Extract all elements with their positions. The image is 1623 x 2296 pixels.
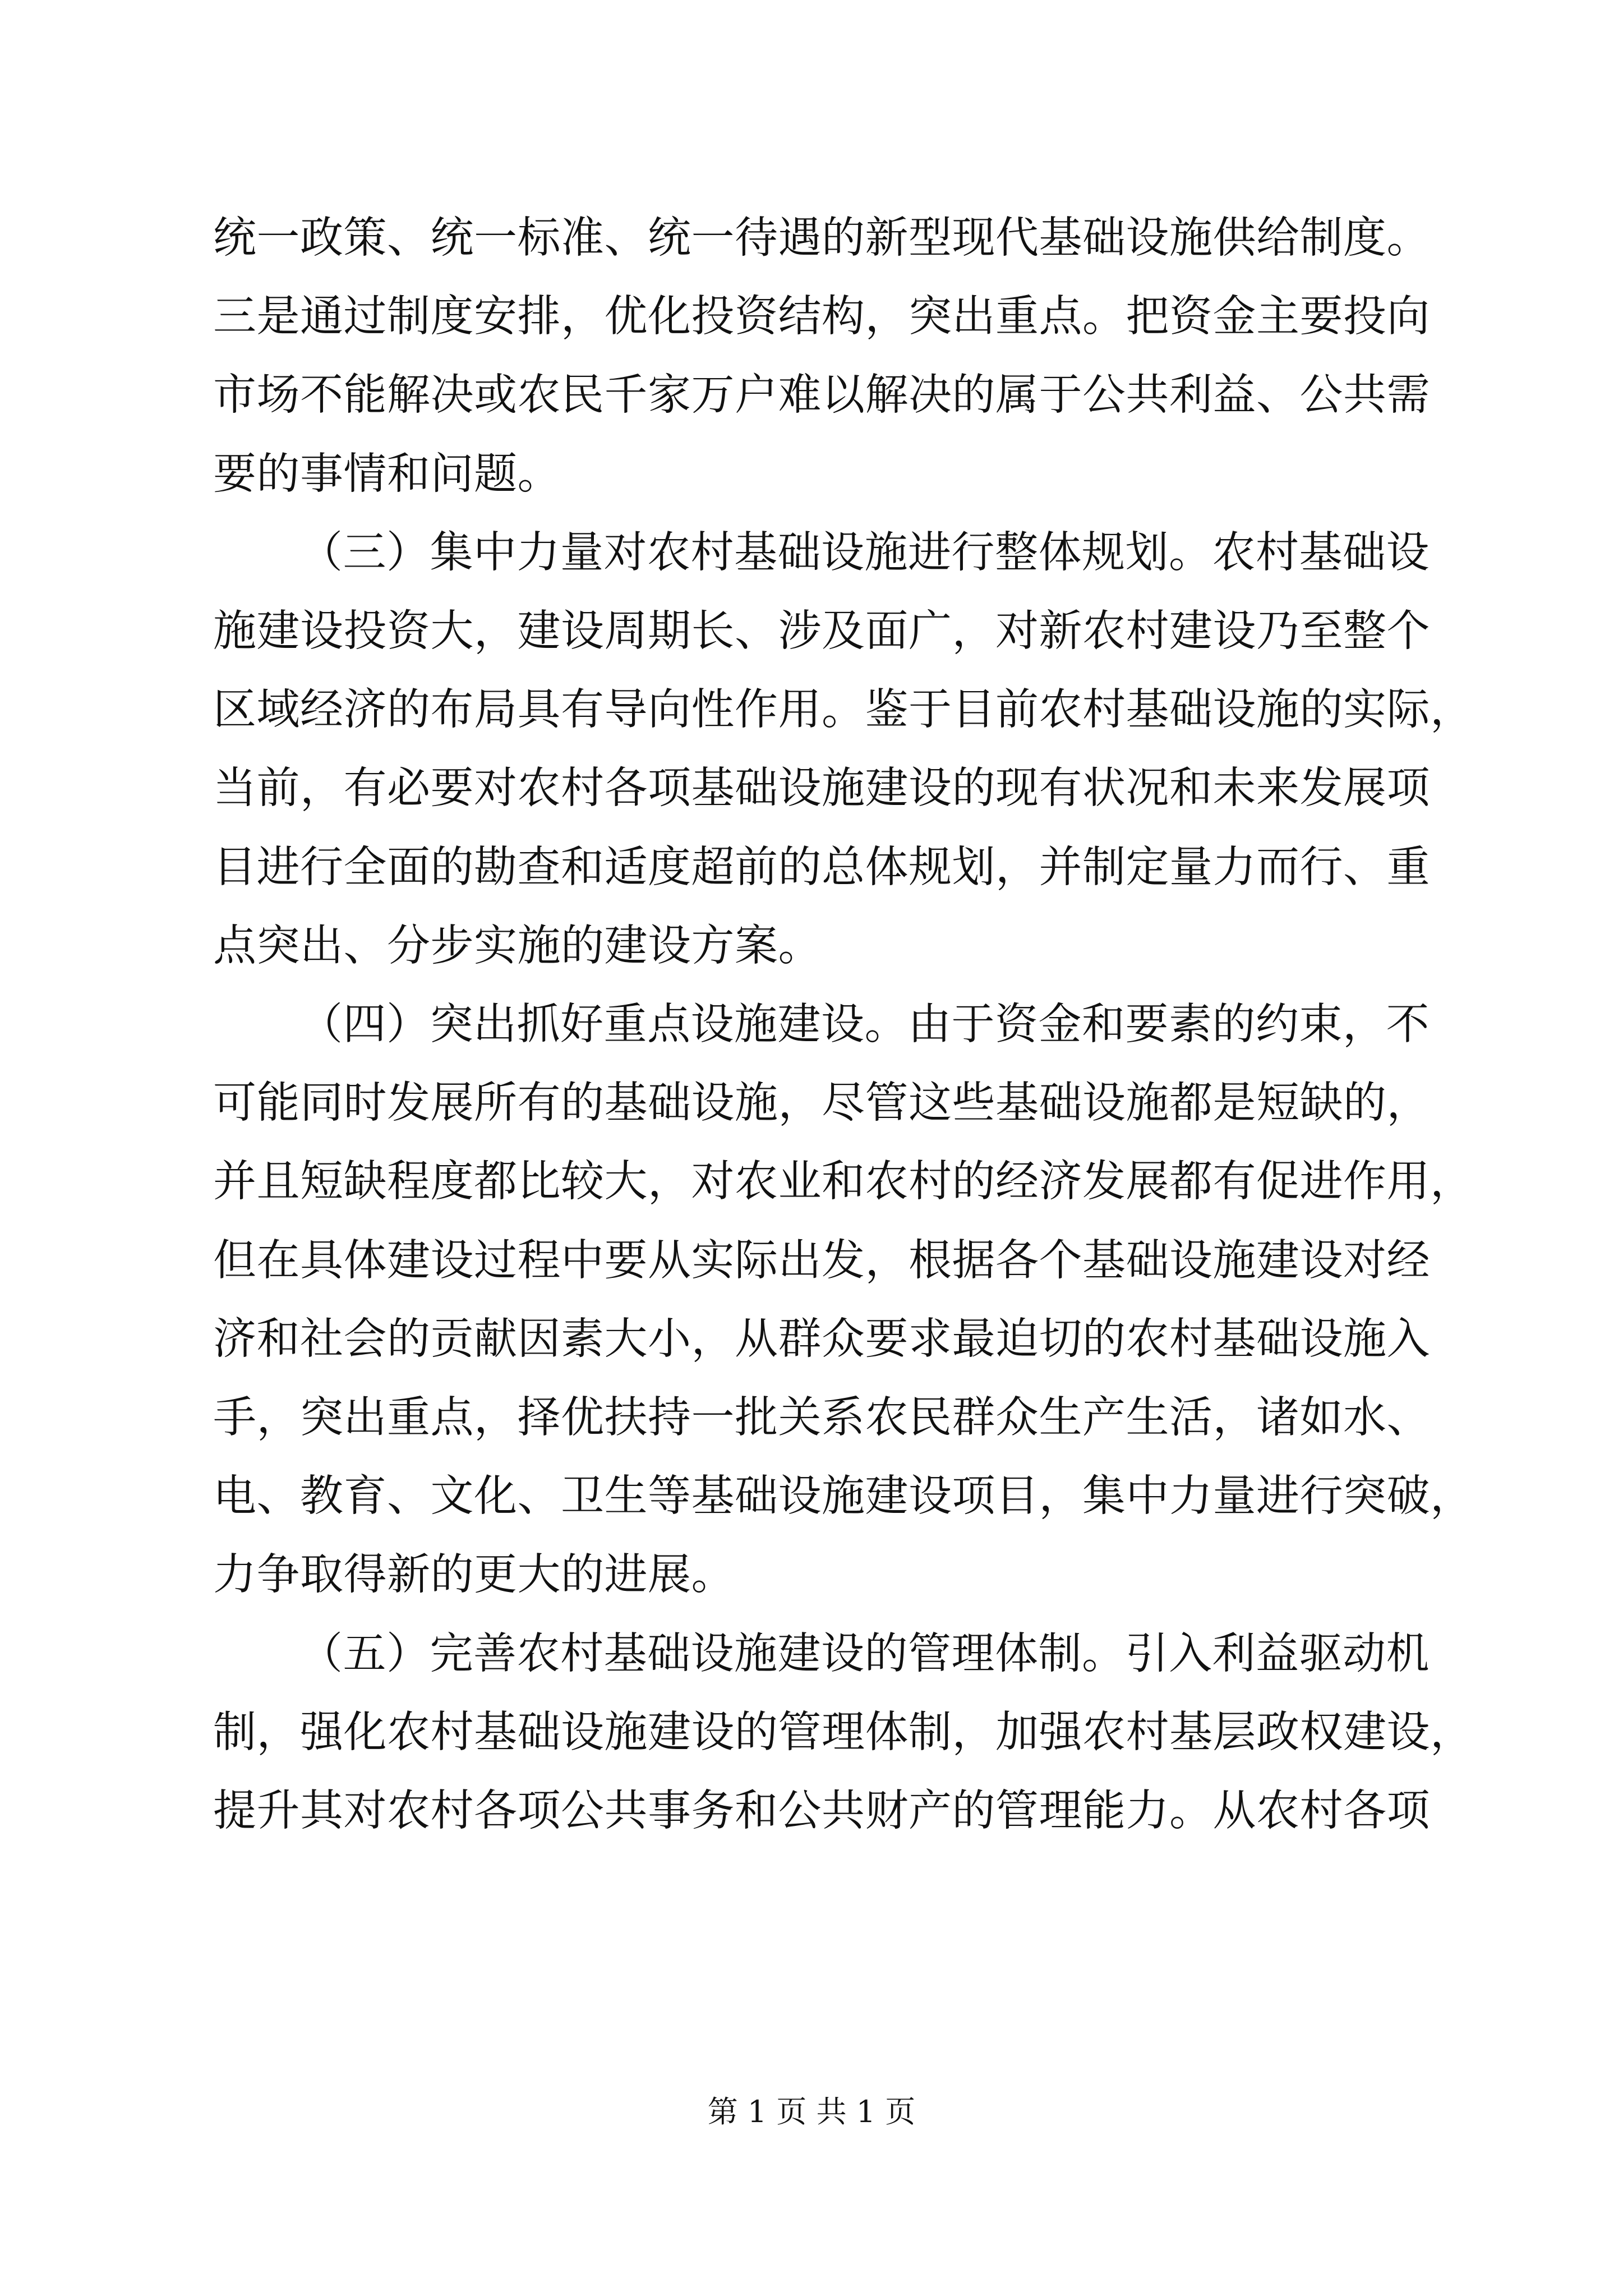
text-line: （五）完善农村基础设施建设的管理体制。引入利益驱动机 — [299, 1628, 1430, 1679]
text-line: （四）突出抓好重点设施建设。由于资金和要素的约束，不 — [299, 1000, 1430, 1050]
text-line: 目进行全面的勘查和适度超前的总体规划，并制定量力而行、重 — [213, 842, 1430, 892]
document-body — [213, 199, 1474, 1851]
text-line: 当前，有必要对农村各项基础设施建设的现有状况和未来发展项 — [213, 763, 1430, 814]
text-line: 电、教育、文化、卫生等基础设施建设项目，集中力量进行突破， — [213, 1471, 1474, 1522]
text-line: 要的事情和问题。 — [213, 449, 561, 499]
text-line: 但在具体建设过程中要从实际出发，根据各个基础设施建设对经 — [213, 1235, 1430, 1286]
text-line: 济和社会的贡献因素大小，从群众要求最迫切的农村基础设施入 — [213, 1314, 1430, 1364]
text-line: 统一政策、统一标准、统一待遇的新型现代基础设施供给制度。 — [213, 213, 1430, 263]
text-line: 施建设投资大，建设周期长、涉及面广，对新农村建设乃至整个 — [213, 606, 1430, 657]
text-line: 区域经济的布局具有导向性作用。鉴于目前农村基础设施的实际， — [213, 685, 1474, 735]
text-line: 可能同时发展所有的基础设施，尽管这些基础设施都是短缺的， — [213, 1078, 1430, 1129]
text-line: 三是通过制度安排，优化投资结构，突出重点。把资金主要投向 — [213, 292, 1430, 342]
text-line: （三）集中力量对农村基础设施进行整体规划。农村基础设 — [299, 527, 1430, 578]
text-line: 市场不能解决或农民千家万户难以解决的属于公共利益、公共需 — [213, 370, 1430, 421]
page-footer: 第 1 页 共 1 页 — [707, 2094, 916, 2129]
text-line: 并且短缺程度都比较大，对农业和农村的经济发展都有促进作用， — [213, 1157, 1474, 1207]
text-line: 手，突出重点，择优扶持一批关系农民群众生产生活，诸如水、 — [213, 1393, 1430, 1443]
text-line: 提升其对农村各项公共事务和公共财产的管理能力。从农村各项 — [213, 1786, 1430, 1837]
text-line: 点突出、分步实施的建设方案。 — [213, 921, 822, 971]
text-line: 力争取得新的更大的进展。 — [213, 1550, 735, 1600]
text-line: 制，强化农村基础设施建设的管理体制，加强农村基层政权建设， — [213, 1707, 1474, 1757]
